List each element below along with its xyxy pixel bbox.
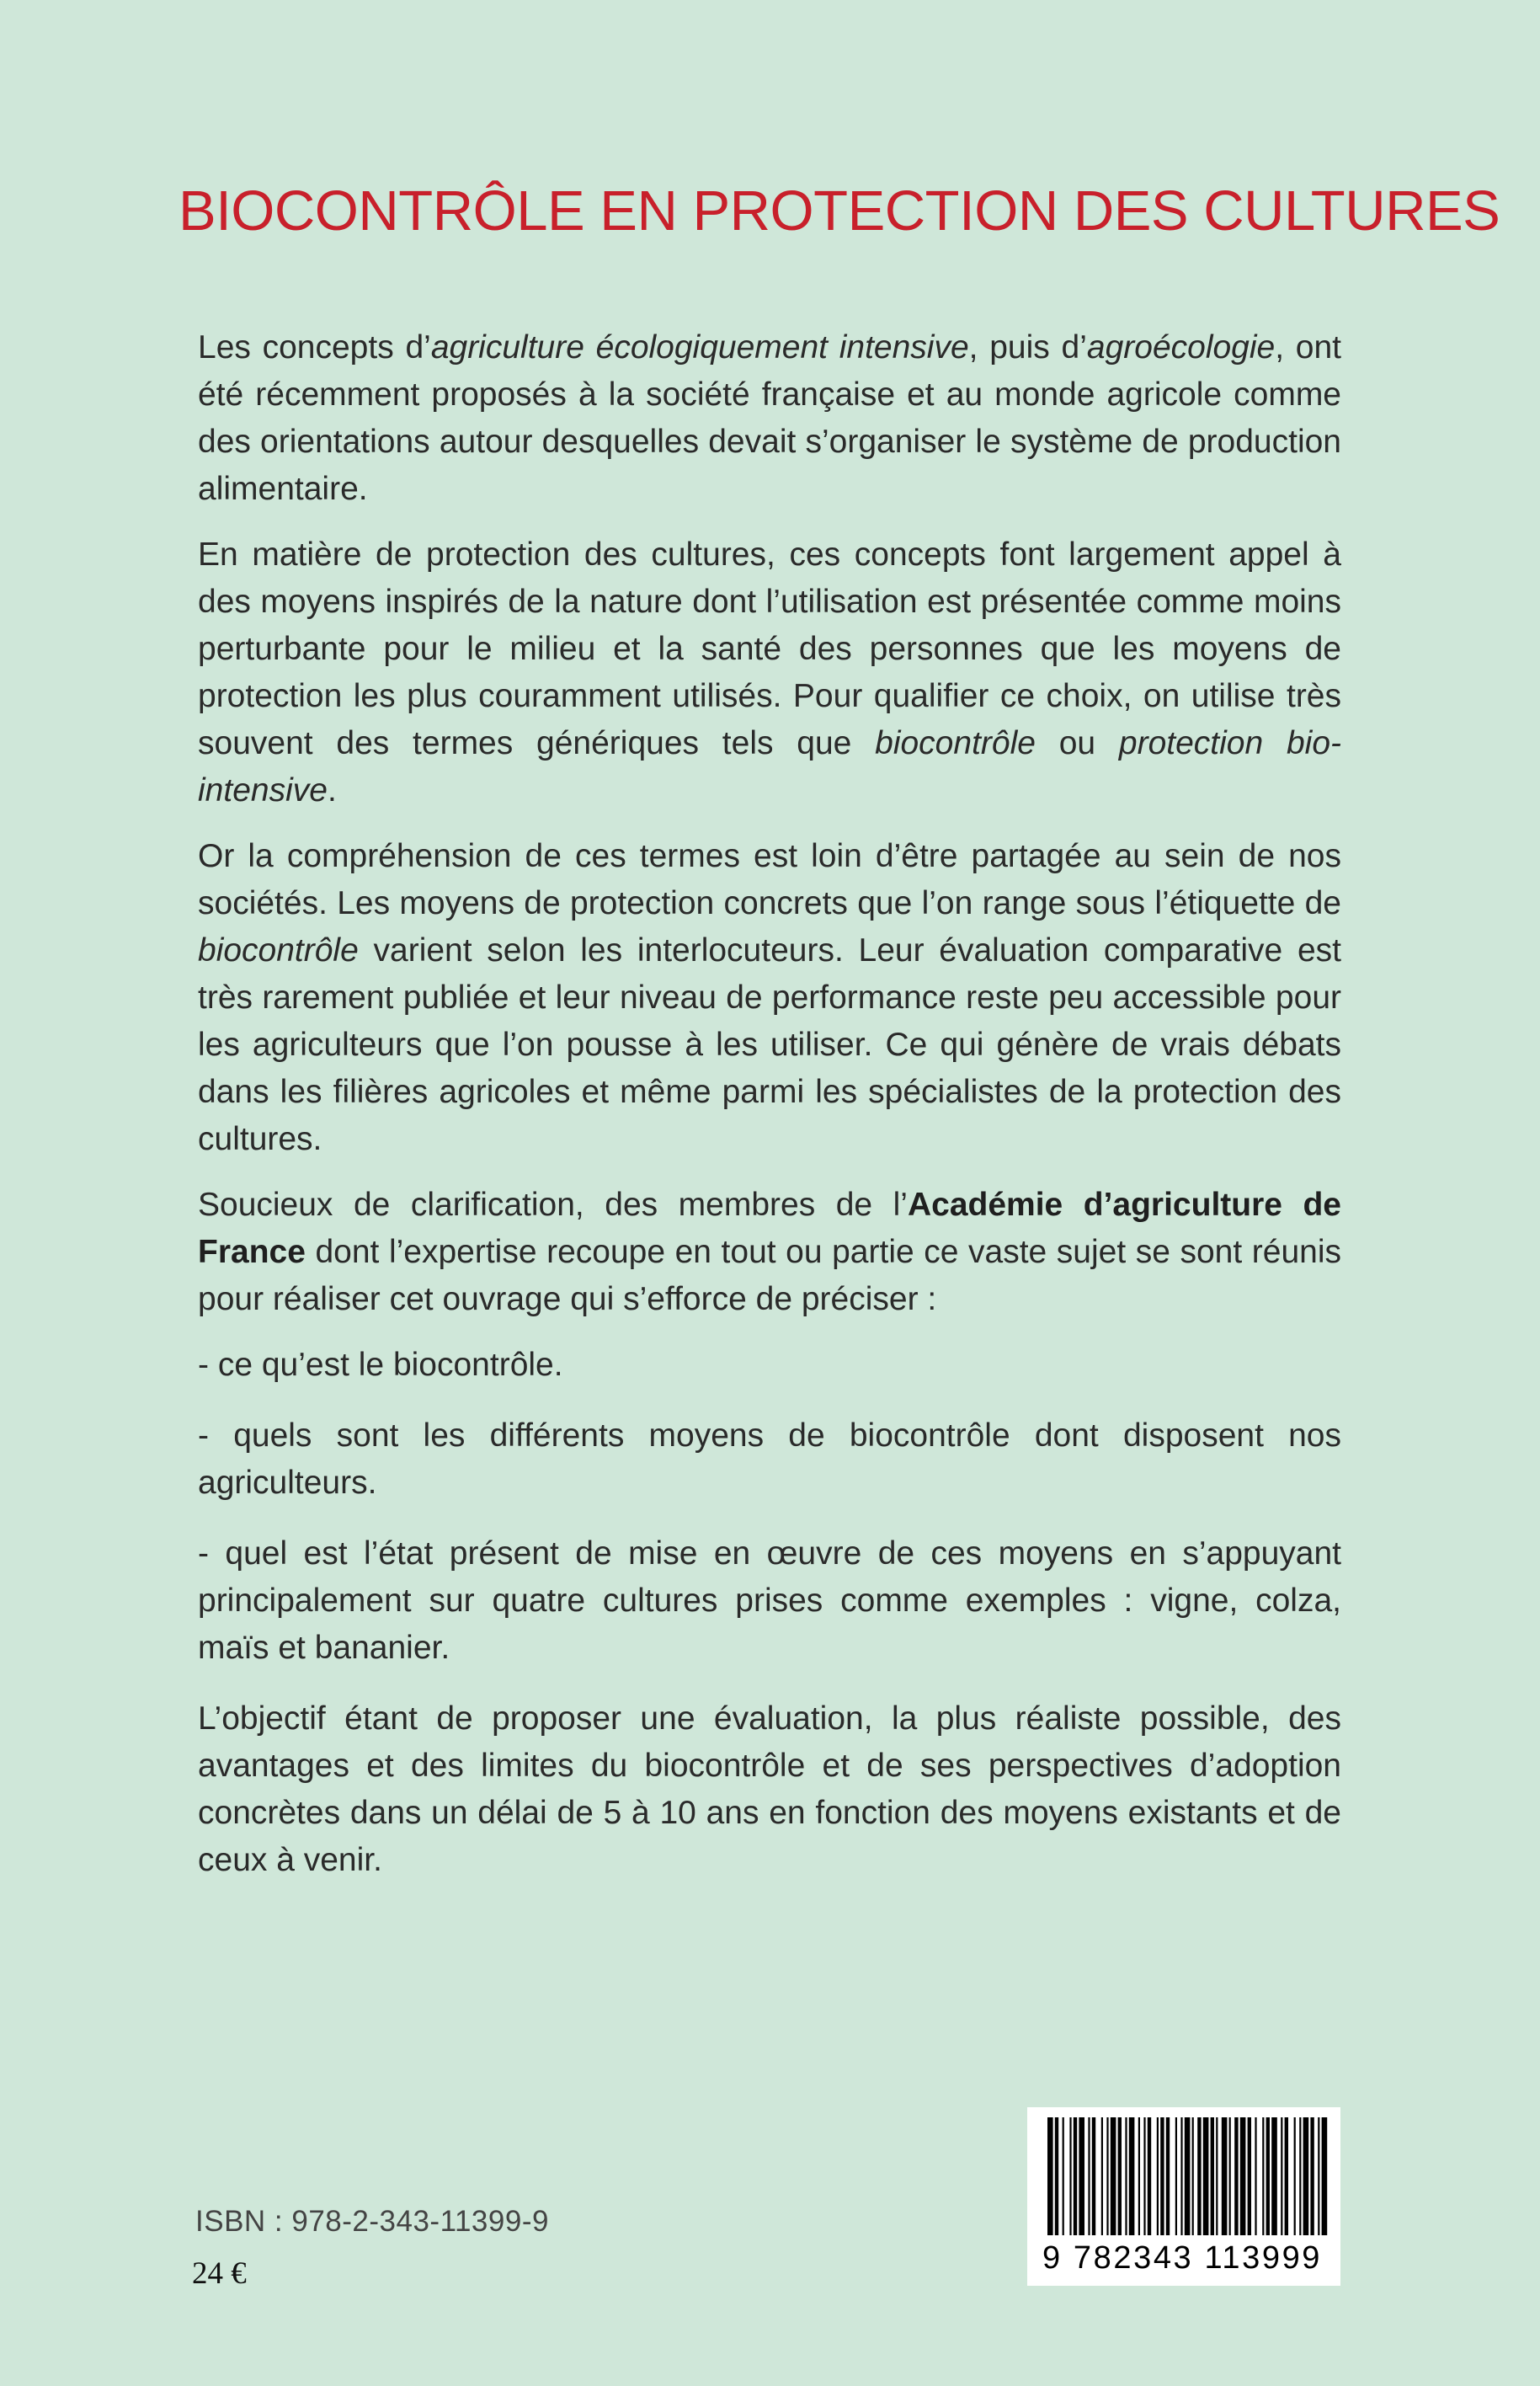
barcode-bar <box>1106 2117 1108 2235</box>
list-item: - quels sont les différents moyens de biocontrôle dont disposent nos agriculteurs. <box>198 1417 1341 1501</box>
barcode-bar <box>1092 2117 1095 2235</box>
barcode-bar <box>1203 2117 1209 2235</box>
barcode-bar <box>1294 2117 1296 2235</box>
barcode-bar <box>1180 2117 1182 2235</box>
barcode-digits: 9 782343 113999 <box>1042 2240 1323 2276</box>
barcode-bar <box>1211 2117 1214 2235</box>
list-item: - ce qu’est le biocontrôle. <box>198 1347 563 1383</box>
barcode-bar <box>1248 2117 1251 2235</box>
back-cover-blurb <box>198 324 1341 1903</box>
barcode-bar <box>1088 2117 1090 2235</box>
barcode-bar <box>1234 2117 1238 2235</box>
academy-name: Académie d’agriculture de France <box>198 1187 1341 1270</box>
list-item: - quel est l’état présent de mise en œuvre de ces moyens en s’appuyant principalement sur quatre cultures prises comme exemples : vigne, colza, maïs et bananier. <box>198 1535 1341 1666</box>
barcode-bar <box>1192 2117 1194 2235</box>
barcode-bar <box>1216 2117 1218 2235</box>
barcode-bar <box>1240 2117 1246 2235</box>
paragraph-1: Les concepts d’agriculture écologiquement intensive, puis d’agroécologie, ont été récemment proposés à la société française et au monde agricole comme des orientations autour desquelles devait s’organiser le système de production alimentaire. <box>198 329 1342 507</box>
barcode-bar <box>1118 2117 1122 2235</box>
barcode-bar <box>1047 2117 1053 2235</box>
book-title: BIOCONTRÔLE EN PROTECTION DES CULTURES <box>179 179 1500 243</box>
barcode-bar <box>1285 2117 1288 2235</box>
barcode-bar <box>1229 2117 1231 2235</box>
isbn: ISBN : 978-2-343-11399-9 <box>195 2205 549 2238</box>
barcode-bar <box>1197 2117 1201 2235</box>
barcode-bar <box>1255 2117 1256 2235</box>
price: 24 € <box>192 2256 247 2291</box>
barcode-bar <box>1111 2117 1116 2235</box>
barcode-bar <box>1160 2117 1164 2235</box>
barcode-bar <box>1185 2117 1191 2235</box>
barcode <box>1027 2107 1340 2286</box>
barcode-bar <box>1303 2117 1309 2235</box>
barcode-bar <box>1299 2117 1301 2235</box>
barcode-bar <box>1310 2117 1314 2235</box>
barcode-bar <box>1143 2117 1145 2235</box>
barcode-bar <box>1148 2117 1151 2235</box>
barcode-bar <box>1138 2117 1140 2235</box>
barcode-bar <box>1318 2117 1319 2235</box>
barcode-bar <box>1079 2117 1084 2235</box>
barcode-bar <box>1069 2117 1071 2235</box>
paragraph-5: L’objectif étant de proposer une évaluation, la plus réaliste possible, des avantages et des limites du biocontrôle et de ses perspectives d’adoption concrètes dans un délai de 5 à 10 ans en fonction des moyens existants et de ceux à venir. <box>198 1700 1341 1878</box>
barcode-bar <box>1175 2117 1177 2235</box>
barcode-bar <box>1266 2117 1270 2235</box>
barcode-bar <box>1129 2117 1135 2235</box>
barcode-bar <box>1074 2117 1077 2235</box>
barcode-icon <box>1027 2107 1340 2242</box>
barcode-bar <box>1262 2117 1264 2235</box>
paragraph-4: Soucieux de clarification, des membres de l’Académie d’agriculture de France dont l’expertise recoupe en tout ou partie ce vaste sujet se sont réunis pour réaliser cet ouvrage qui s’efforce de préciser : <box>198 1187 1341 1317</box>
paragraph-3: Or la compréhension de ces termes est loin d’être partagée au sein de nos sociétés. Les moyens de protection concrets que l’on range sous l’étiquette de biocontrôle varient selon les interlocuteurs. Leur évaluation comparative est très rarement publiée et leur niveau de performance reste peu accessible pour les agriculteurs que l’on pousse à les utiliser. Ce qui génère de vrais débats dans les filières agricoles et même parmi les spécialistes de la protection des cultures. <box>198 838 1341 1157</box>
barcode-bar <box>1222 2117 1228 2235</box>
barcode-bar <box>1166 2117 1170 2235</box>
barcode-bar <box>1157 2117 1159 2235</box>
barcode-bar <box>1281 2117 1282 2235</box>
barcode-bar <box>1063 2117 1064 2235</box>
barcode-bar <box>1055 2117 1058 2235</box>
barcode-bar <box>1101 2117 1103 2235</box>
paragraph-2: En matière de protection des cultures, ces concepts font largement appel à des moyens inspirés de la nature dont l’utilisation est présentée comme moins perturbante pour le milieu et la santé des personnes que les moyens de protection les plus couramment utilisés. Pour qualifier ce choix, on utilise très souvent des termes génériques tels que biocontrôle ou protection bio-intensive. <box>198 536 1341 809</box>
barcode-bar <box>1322 2117 1328 2235</box>
barcode-bar <box>1125 2117 1127 2235</box>
barcode-bar <box>1271 2117 1277 2235</box>
